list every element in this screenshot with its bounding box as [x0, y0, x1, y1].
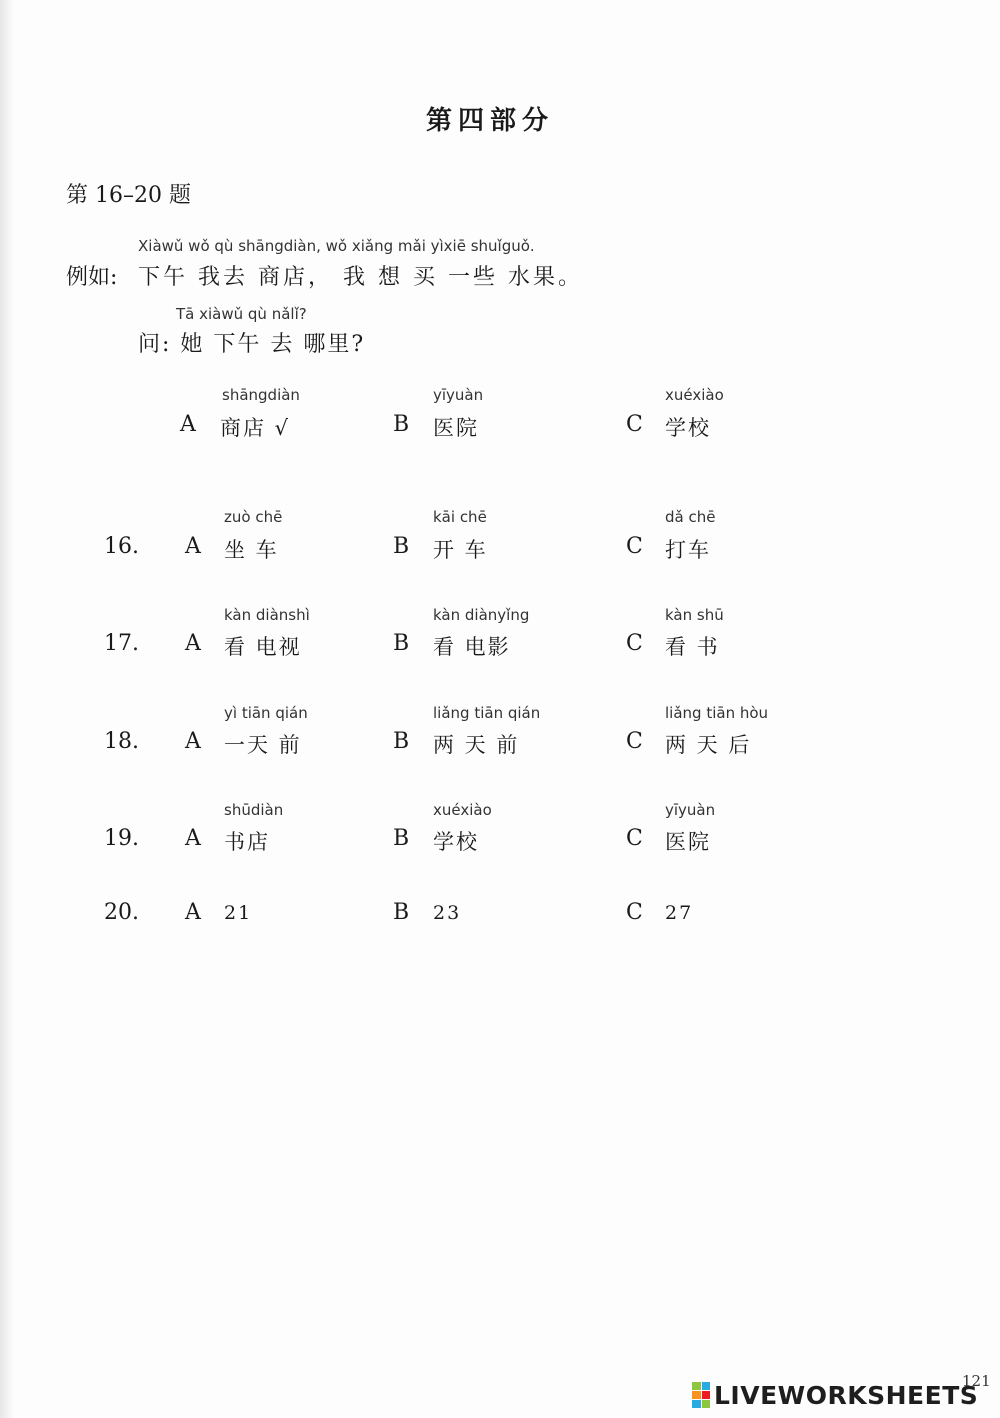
question-16-option-c-letter[interactable]: C: [626, 534, 643, 559]
question-19-option-c-letter[interactable]: C: [626, 826, 643, 851]
question-18-option-a-text[interactable]: 一天 前: [224, 733, 302, 757]
question-19-option-a-pinyin: shūdiàn: [224, 801, 284, 819]
question-20-number: 20.: [104, 900, 139, 925]
question-18-option-c-pinyin: liǎng tiān hòu: [665, 704, 769, 722]
question-16-option-c-text[interactable]: 打车: [665, 538, 711, 562]
page-number: 121: [962, 1372, 991, 1390]
example-question-pinyin: Tā xiàwǔ qù nǎlǐ?: [176, 305, 307, 323]
example-option-c-text: 学校: [665, 416, 711, 440]
example-sentence: 下午 我去 商店， 我 想 买 一些 水果。: [138, 265, 583, 290]
example-sentence-pinyin: Xiàwǔ wǒ qù shāngdiàn, wǒ xiǎng mǎi yìxiē shuǐguǒ.: [138, 237, 535, 255]
liveworksheets-logo[interactable]: [692, 1380, 978, 1410]
question-17-number: 17.: [104, 631, 139, 656]
example-option-b-letter: B: [393, 412, 410, 437]
question-20-option-a-letter[interactable]: A: [185, 900, 201, 925]
question-16-option-b-text[interactable]: 开 车: [433, 538, 488, 562]
question-18-option-c-letter[interactable]: C: [626, 729, 643, 754]
question-20-option-a-text[interactable]: 21: [224, 902, 253, 924]
example-label: 例如:: [66, 265, 118, 290]
question-16-option-a-letter[interactable]: A: [185, 534, 201, 559]
question-18-option-b-pinyin: liǎng tiān qián: [433, 704, 541, 722]
scan-edge-shadow: [0, 0, 14, 1418]
question-19-option-b-pinyin: xuéxiào: [433, 801, 492, 819]
question-17-option-c-letter[interactable]: C: [626, 631, 643, 656]
question-20-option-c-letter[interactable]: C: [626, 900, 643, 925]
question-16-option-c-pinyin: dǎ chē: [665, 508, 716, 526]
question-20-option-c-text[interactable]: 27: [665, 902, 694, 924]
question-19-option-c-text[interactable]: 医院: [665, 830, 711, 854]
part-title: 第四部分: [425, 106, 554, 136]
question-19-option-c-pinyin: yīyuàn: [665, 801, 716, 819]
liveworksheets-logo-icon: [692, 1382, 710, 1408]
question-19-option-a-text[interactable]: 书店: [224, 830, 270, 854]
question-18-option-b-text[interactable]: 两 天 前: [433, 733, 520, 757]
question-18-number: 18.: [104, 729, 139, 754]
question-17-option-a-letter[interactable]: A: [185, 631, 201, 656]
question-16-option-a-text[interactable]: 坐 车: [224, 538, 279, 562]
question-20-option-b-text[interactable]: 23: [433, 902, 462, 924]
question-18-option-a-pinyin: yì tiān qián: [224, 704, 308, 722]
question-16-option-a-pinyin: zuò chē: [224, 508, 283, 526]
question-19-option-a-letter[interactable]: A: [185, 826, 201, 851]
example-option-a-pinyin: shāngdiàn: [222, 386, 300, 404]
example-option-c-letter: C: [626, 412, 643, 437]
question-18-option-c-text[interactable]: 两 天 后: [665, 733, 752, 757]
example-question: 问: 她 下午 去 哪里?: [138, 332, 366, 357]
question-17-option-c-text[interactable]: 看 书: [665, 635, 720, 659]
liveworksheets-logo-text: LIVEWORKSHEETS: [714, 1380, 979, 1410]
question-16-number: 16.: [104, 534, 139, 559]
example-option-b-pinyin: yīyuàn: [433, 386, 484, 404]
question-18-option-a-letter[interactable]: A: [185, 729, 201, 754]
example-option-b-text: 医院: [433, 416, 479, 440]
question-17-option-a-pinyin: kàn diànshì: [224, 606, 310, 624]
section-label: 第 16–20 题: [66, 183, 191, 208]
question-17-option-b-pinyin: kàn diànyǐng: [433, 606, 530, 624]
example-option-a-letter: A: [180, 412, 196, 437]
question-16-option-b-pinyin: kāi chē: [433, 508, 487, 526]
question-19-option-b-text[interactable]: 学校: [433, 830, 479, 854]
question-19-option-b-letter[interactable]: B: [393, 826, 410, 851]
question-16-option-b-letter[interactable]: B: [393, 534, 410, 559]
example-option-c-pinyin: xuéxiào: [665, 386, 724, 404]
question-19-number: 19.: [104, 826, 139, 851]
question-17-option-b-text[interactable]: 看 电影: [433, 635, 511, 659]
question-18-option-b-letter[interactable]: B: [393, 729, 410, 754]
question-17-option-b-letter[interactable]: B: [393, 631, 410, 656]
example-option-a-text: 商店 √: [220, 416, 291, 440]
question-17-option-a-text[interactable]: 看 电视: [224, 635, 302, 659]
question-17-option-c-pinyin: kàn shū: [665, 606, 724, 624]
question-20-option-b-letter[interactable]: B: [393, 900, 410, 925]
